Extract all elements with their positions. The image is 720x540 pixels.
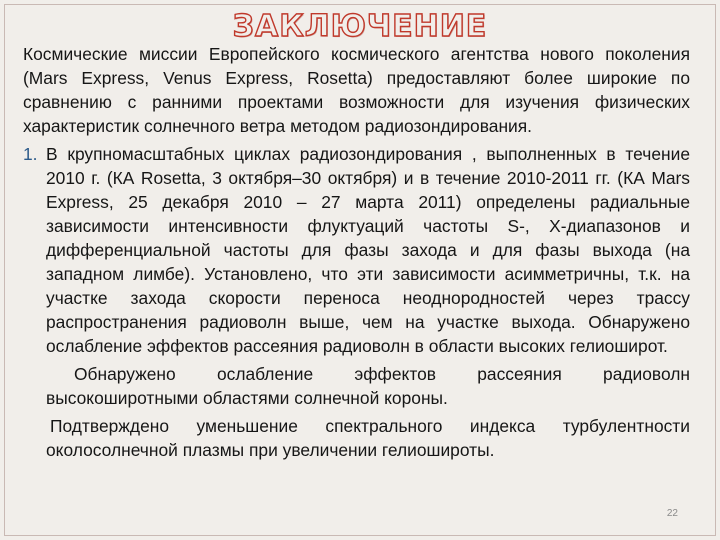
slide-title: ЗАКЛЮЧЕНИЕ: [232, 9, 488, 44]
conclusion-paragraph-2: Обнаружено ослабление эффектов рассеяния радиоволн высокоширотными областями солнечной короны.: [46, 364, 690, 408]
intro-paragraph: Космические миссии Европейского космического агентства нового поколения (Mars Express, Venus Express, Rosetta) предоставляют более широкие по сравнению с ранними проектами возможности для изучения физических характеристик солнечного ветра методом радиозондирования.: [23, 44, 690, 136]
conclusion-paragraph-3: Подтверждено уменьшение спектрального индекса турбулентности околосолнечной плазмы при увеличении гелиошироты.: [46, 416, 690, 460]
numbered-item-1: [23, 142, 690, 358]
item-text: В крупномасштабных циклах радиозондирования , выполненных в течение 2010 г. (КА Rosetta, 3 октября–30 октября) и в течение 2010-2011 гг. (КА Mars Express, 25 декабря 2010 – 27 марта 2011) определены радиальные зависимости интенсивности флуктуаций частоты S-, X-диапазонов и дифференциальной частоты для фазы захода и для фазы выхода (на западном лимбе). Установлено, что эти зависимости асимметричны, т.к. на участке захода скорости переноса неоднородностей через трассу распространения радиоволн выше, чем на участке выхода. Обнаружено ослабление эффектов рассеяния радиоволн в области высоких гелиоширот.: [46, 144, 690, 356]
item-number: 1.: [23, 144, 38, 164]
page-number: 22: [666, 508, 678, 519]
slide-body: [23, 42, 690, 462]
